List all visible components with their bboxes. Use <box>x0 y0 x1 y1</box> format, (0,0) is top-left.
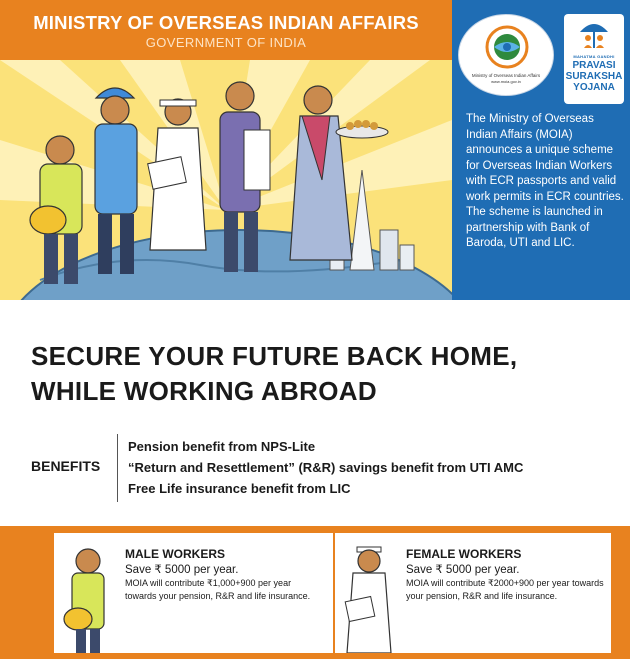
male-workers-title: MALE WORKERS <box>125 547 225 561</box>
benefit-item: “Return and Resettlement” (R&R) savings benefit from UTI AMC <box>128 460 524 475</box>
female-workers-title: FEMALE WORKERS <box>406 547 522 561</box>
headline <box>31 339 611 409</box>
moia-logo-url: www.moia.gov.in <box>491 79 521 84</box>
psy-logo-line1: PRAVASI <box>572 60 616 71</box>
psy-logo-line2: SURAKSHA <box>565 71 623 82</box>
info-panel <box>452 0 630 300</box>
benefit-item: Pension benefit from NPS-Lite <box>128 439 316 454</box>
female-worker-icon <box>339 533 399 653</box>
male-workers-card <box>54 533 333 653</box>
female-workers-note: MOIA will contribute ₹2000+900 per year towards your pension, R&R and life insurance. <box>406 578 604 601</box>
female-workers-card <box>335 533 611 653</box>
psy-logo <box>564 14 624 104</box>
psy-logo-small-text: MAHATMA GANDHI <box>573 54 615 59</box>
psy-logo-line3: YOJANA <box>573 82 615 93</box>
male-workers-save: Save ₹ 5000 per year. <box>125 564 239 576</box>
male-workers-note: MOIA will contribute ₹1,000+900 per year towards your pension, R&R and life insurance. <box>125 578 311 601</box>
ministry-header <box>0 0 452 60</box>
benefit-item: Free Life insurance benefit from LIC <box>128 481 351 496</box>
intro-text: The Ministry of Overseas Indian Affairs (MOIA) announces a unique scheme for Overseas Indian Workers with ECR passports and valid work permits in ECR countries. The scheme is launched in partnership with Bank of Baroda, UTI and LIC. <box>466 113 624 249</box>
ministry-title: MINISTRY OF OVERSEAS INDIAN AFFAIRS <box>33 12 419 33</box>
male-worker-icon <box>58 533 118 653</box>
umbrella-family-icon <box>578 18 610 52</box>
benefits-list <box>128 436 608 499</box>
moia-logo-caption: Ministry of Overseas Indian Affairs <box>471 73 541 78</box>
headline-line2: WHILE WORKING ABROAD <box>31 376 377 406</box>
globe-emblem-icon <box>485 25 529 69</box>
benefits-label: BENEFITS <box>31 458 101 474</box>
headline-line1: SECURE YOUR FUTURE BACK HOME, <box>31 341 518 371</box>
benefits-divider <box>117 434 118 502</box>
moia-logo <box>458 14 554 96</box>
government-subtitle: GOVERNMENT OF INDIA <box>145 35 307 50</box>
workers-illustration <box>0 60 452 300</box>
female-workers-save: Save ₹ 5000 per year. <box>406 564 520 576</box>
